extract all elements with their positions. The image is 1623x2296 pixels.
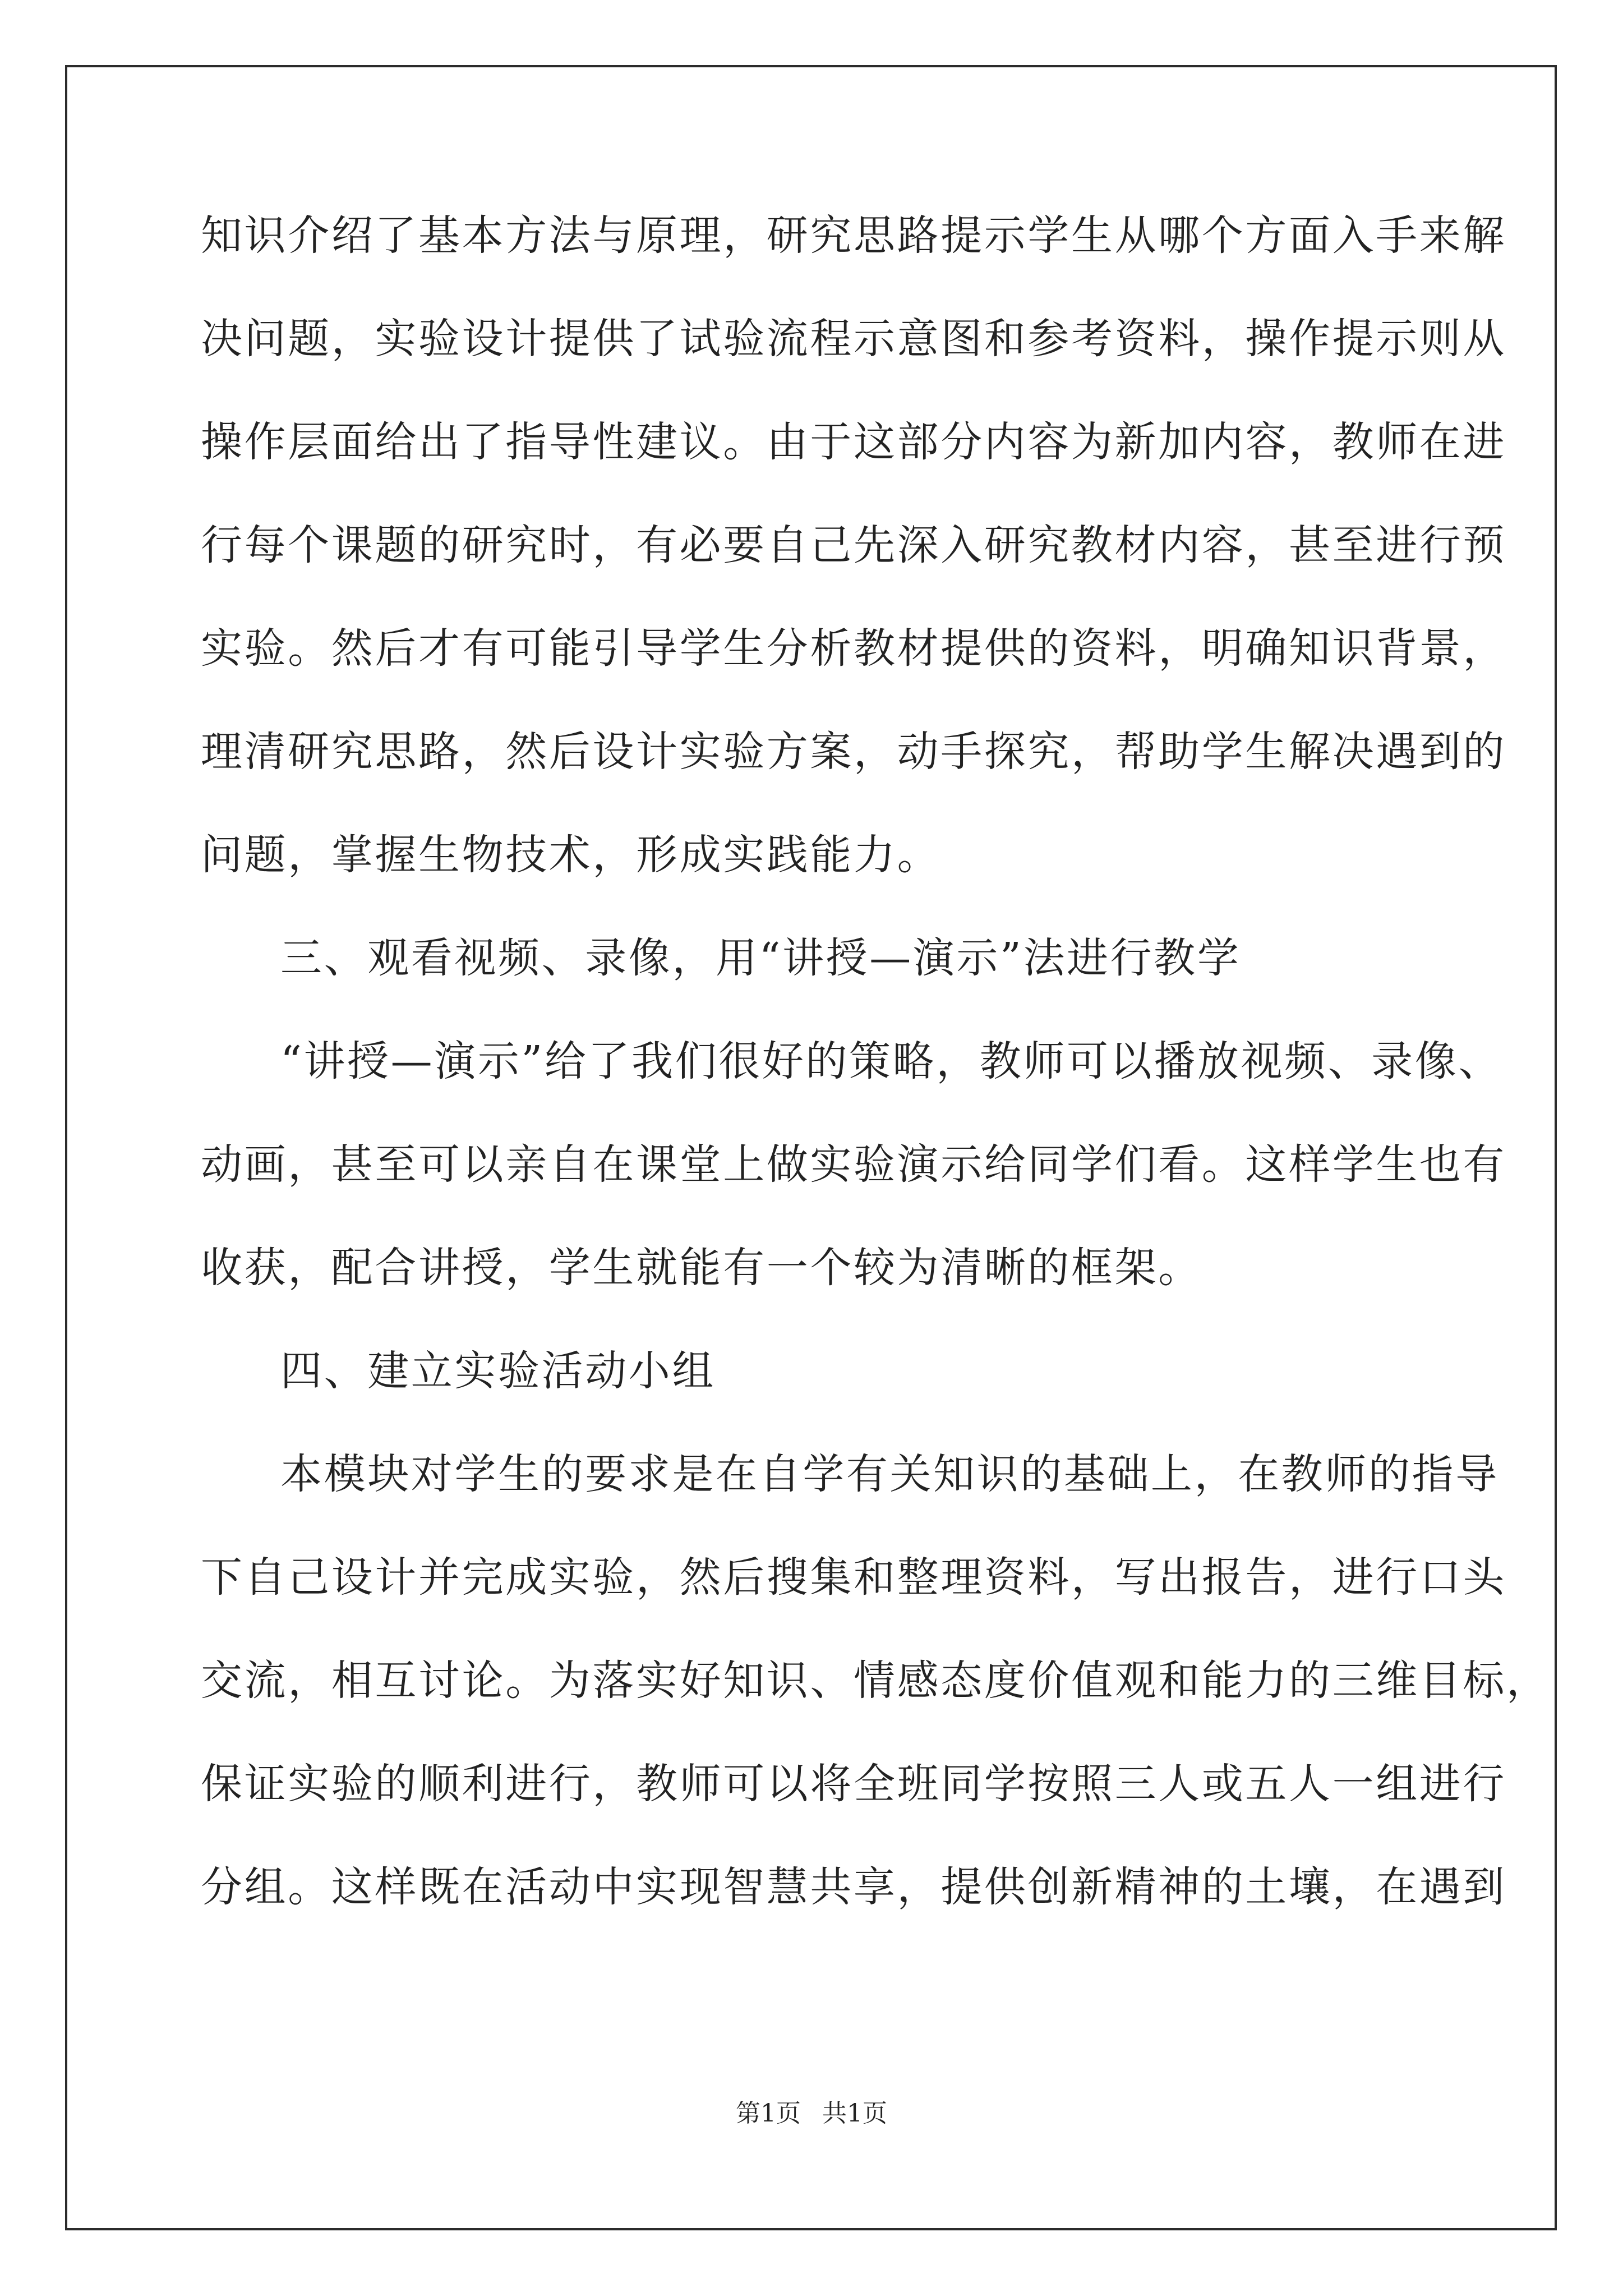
paragraph-line: 收获，配合讲授，学生就能有一个较为清晰的框架。 xyxy=(201,1244,1202,1292)
paragraph-line: 行每个课题的研究时，有必要自己先深入研究教材内容，甚至进行预 xyxy=(201,521,1506,569)
page-footer xyxy=(0,2097,1623,2131)
page-number: 第1页 xyxy=(736,2099,801,2128)
paragraph-line: 操作层面给出了指导性建议。由于这部分内容为新加内容，教师在进 xyxy=(201,418,1506,466)
paragraph-line: 问题，掌握生物技术，形成实践能力。 xyxy=(201,831,941,879)
section-heading: 四、建立实验活动小组 xyxy=(280,1347,716,1395)
paragraph-line: 动画，甚至可以亲自在课堂上做实验演示给同学们看。这样学生也有 xyxy=(201,1140,1506,1189)
paragraph-line: 知识介绍了基本方法与原理，研究思路提示学生从哪个方面入手来解 xyxy=(201,211,1506,260)
section-heading: 三、观看视频、录像，用“讲授—演示”法进行教学 xyxy=(280,934,1241,982)
paragraph-line: 决问题，实验设计提供了试验流程示意图和参考资料，操作提示则从 xyxy=(201,315,1506,363)
paragraph-line: 实验。然后才有可能引导学生分析教材提供的资料，明确知识背景， xyxy=(201,624,1506,673)
paragraph-line: 本模块对学生的要求是在自学有关知识的基础上，在教师的指导 xyxy=(280,1450,1499,1498)
paragraph-line: 下自己设计并完成实验，然后搜集和整理资料，写出报告，进行口头 xyxy=(201,1553,1506,1602)
paragraph-line: “讲授—演示”给了我们很好的策略，教师可以播放视频、录像、 xyxy=(280,1037,1502,1085)
page-total: 共1页 xyxy=(822,2099,887,2128)
paragraph-line: 理清研究思路，然后设计实验方案，动手探究，帮助学生解决遇到的 xyxy=(201,728,1506,776)
paragraph-line: 保证实验的顺利进行，教师可以将全班同学按照三人或五人一组进行 xyxy=(201,1760,1506,1808)
paragraph-line: 交流，相互讨论。为落实好知识、情感态度价值观和能力的三维目标， xyxy=(201,1657,1550,1705)
paragraph-line: 分组。这样既在活动中实现智慧共享，提供创新精神的土壤，在遇到 xyxy=(201,1863,1506,1911)
